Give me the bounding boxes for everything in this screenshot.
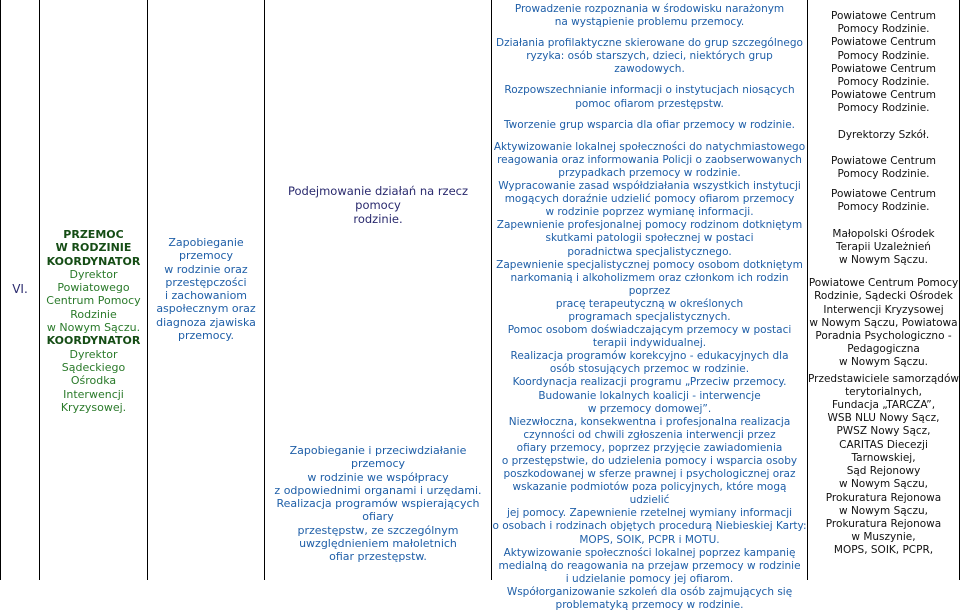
entity-text: Powiatowe Centrum [830, 89, 936, 102]
entity-text: Pomocy Rodzinie. [837, 102, 930, 115]
entity-text: w Nowym Sączu, [839, 478, 928, 491]
action-text: o osobach i rodzinach objętych procedurą Niebieskiej Karty: [492, 520, 807, 533]
action-text: osób stosujących przemoc w rodzinie. [549, 363, 750, 376]
task-text: z odpowiednimi organami i urzędami. [274, 483, 482, 497]
entity-text: w Nowym Sączu. [839, 356, 928, 369]
action-text: pracę terapeutyczną w określonych [555, 297, 744, 310]
entity-text: MOPS, SOIK, PCPR, [833, 544, 934, 557]
action-text: medialną do reagowania na przejaw przemocy w rodzinie [498, 559, 801, 572]
entity-text: Poradnia Psychologiczno - [815, 330, 952, 343]
task-text: przestępstw, ze szczególnym [297, 523, 459, 537]
coordinator-text: Centrum Pomocy [46, 294, 141, 308]
action-text: jej pomocy. Zapewnienie rzetelnej wymiany informacji [506, 507, 793, 520]
coordinator-heading: KOORDYNATOR [46, 334, 141, 348]
goal-text: i zachowaniom [164, 289, 248, 303]
coordinator-text: Rodzinie [70, 307, 117, 321]
entity-text: Powiatowe Centrum [830, 10, 936, 22]
area-title: PRZEMOC [63, 228, 124, 241]
action-text: Niezwłoczna, konsekwentna i profesjonalna realizacja [508, 415, 791, 428]
action-text: Zapewnienie specjalistycznej pomocy osobom dotkniętym [496, 258, 803, 271]
goal-text: przestępczości [165, 275, 247, 289]
task-text: uwzględnieniem małoletnich [299, 537, 457, 551]
entity-text: Pedagogiczna [847, 343, 920, 356]
entity-text: Terapii Uzależnień [836, 240, 931, 253]
action-text: Prowadzenie rozpoznania w środowisku narażonym [514, 3, 785, 15]
goal-text: diagnoza zjawiska [156, 315, 256, 329]
action-text: Wypracowanie zasad współdziałania wszystkich instytucji [498, 180, 801, 193]
action-text: skutkami patologii społecznej w postaci [545, 232, 754, 245]
task-text: rodzinie. [353, 212, 403, 226]
entity-text: Małopolski Ośrodek [832, 227, 935, 240]
coordinator-text: Powiatowego [57, 281, 130, 295]
coordinator-heading: KOORDYNATOR [46, 254, 141, 268]
coordinator-text: Sądeckiego Ośrodka [61, 360, 126, 388]
action-text: o przestępstwie, do udzielenia pomocy i wsparcia osoby [501, 455, 798, 467]
action-text: poradnictwa specjalistycznego. [567, 245, 732, 258]
entity-text: w Muszynie, [851, 531, 916, 544]
action-text: Tworzenie grup wsparcia dla ofiar przemocy w rodzinie. [503, 118, 795, 131]
task-cell-top [265, 184, 491, 226]
entity-text: CARITAS Diecezji [839, 438, 928, 451]
goal-cell [148, 236, 264, 342]
action-text: Aktywizowanie lokalnej społeczności do natychmiastowego [493, 140, 806, 153]
coordinator-text: Dyrektor [69, 267, 118, 281]
coordinator-text: Dyrektor [69, 347, 118, 361]
action-text: Zapewnienie profesjonalnej pomocy rodzinom dotkniętym [496, 219, 803, 232]
action-text: Koordynacja realizacji programu „Przeciw przemocy. [512, 376, 787, 389]
entity-text: Pomocy Rodzinie. [837, 76, 930, 89]
goal-text: aspołecznym oraz [156, 302, 256, 316]
entity-text: Sąd Rejonowy [846, 465, 921, 478]
action-text: w przemocy domowej”. [587, 402, 712, 415]
action-text: ryzyka: osób starszych, dzieci, niektórych grup zawodowych. [526, 50, 773, 76]
action-text: wskazanie podmiotów poza policyjnych, które mogą udzielić [512, 481, 787, 507]
action-text: przypadkach przemocy w rodzinie. [558, 166, 741, 179]
action-text: poszkodowanej w sferze prawnej i psychologicznej oraz [503, 468, 796, 481]
task-text: Zapobieganie i przeciwdziałanie przemocy [289, 444, 467, 471]
area-coordinator-cell [40, 228, 147, 414]
coordinator-text: w Nowym Sączu. [46, 321, 141, 335]
action-text: narkomanią i alkoholizmem oraz członkom ich rodzin poprzez [510, 271, 789, 297]
entity-text: PWSZ Nowy Sącz, [836, 425, 931, 438]
row-number: VI. [12, 282, 28, 296]
action-text: Realizacja programów korekcyjno - edukacyjnych dla [510, 350, 789, 363]
entity-text: Pomocy Rodzinie. [837, 201, 930, 214]
task-text: Podejmowanie działań na rzecz pomocy [287, 184, 469, 212]
entity-text: w Nowym Sączu, [839, 504, 928, 517]
action-text: na wystąpienie problemu przemocy. [554, 16, 745, 29]
area-title: W RODZINIE [55, 241, 132, 255]
actions-cell [492, 3, 807, 612]
entity-text: terytorialnych, [845, 385, 922, 398]
entity-text: Prokuratura Rejonowa [825, 517, 942, 530]
entity-text: Tarnowskiej, [851, 451, 916, 464]
entity-text: w Nowym Sączu, Powiatowa [809, 316, 958, 329]
entity-text: WSB NLU Nowy Sącz, [827, 412, 940, 425]
action-text: Budowanie lokalnych koalicji - interwencje [538, 389, 761, 402]
task-cell-bottom [265, 444, 491, 564]
goal-text: Zapobieganie [168, 236, 244, 249]
action-text: czynności od chwili zgłoszenia interwencji przez [523, 428, 776, 441]
entity-text: Powiatowe Centrum Pomocy [808, 277, 959, 290]
entity-text: Powiatowe Centrum [830, 62, 936, 75]
row-number-cell [1, 283, 39, 296]
entity-text: Powiatowe Centrum [830, 154, 936, 167]
entity-text: Powiatowe Centrum [830, 36, 936, 49]
action-text: i udzielanie pomocy jej ofiarom. [565, 572, 734, 585]
entity-text: Interwencji Kryzysowej [823, 303, 944, 316]
goal-text: w rodzinie oraz [164, 262, 248, 276]
action-text: pomoc ofiarom przestępstw. [575, 97, 724, 110]
entity-text: Prokuratura Rejonowa [825, 491, 942, 504]
task-text: w rodzinie we współpracy [307, 470, 449, 484]
action-text: Aktywizowanie społeczności lokalnej poprzez kampanię [503, 546, 796, 559]
action-text: Działania profilaktyczne skierowane do grup szczególnego [496, 37, 803, 50]
coordinator-text: Kryzysowej. [60, 400, 127, 414]
entity-text: w Nowym Sączu. [839, 254, 928, 267]
action-text: MOPS, SOIK, PCPR i MOTU. [579, 533, 720, 546]
action-text: programach specjalistycznych. [568, 310, 731, 323]
entity-text: Powiatowe Centrum [830, 188, 936, 201]
entity-text: Pomocy Rodzinie. [837, 168, 930, 181]
task-text: ofiar przestępstw. [329, 550, 427, 564]
action-text: w rodzinie poprzez wymianę informacji. [545, 206, 754, 219]
entity-text: Przedstawiciele samorządów [808, 372, 959, 385]
action-text: mogących doraźnie udzielić pomocy ofiarom przemocy [504, 193, 795, 206]
action-text: Współorganizowanie szkoleń dla osób zajmujących się [506, 585, 793, 598]
task-text: Realizacja programów wspierających ofiary [276, 497, 480, 524]
goal-text: przemocy [178, 249, 234, 263]
entity-text: Rodzinie, Sądecki Ośrodek [814, 290, 953, 303]
action-text: reagowania oraz informowania Policji o zaobserwowanych [497, 153, 802, 166]
action-text: problematyką przemocy w rodzinie. [555, 599, 744, 612]
entities-cell [808, 10, 959, 558]
action-text: Rozpowszechnianie informacji o instytucjach niosących [504, 84, 795, 97]
coordinator-text: Interwencji [63, 387, 124, 401]
action-text: terapii indywidualnej. [592, 337, 707, 350]
action-text: Pomoc osobom doświadczającym przemocy w postaci [507, 324, 792, 337]
entity-text: Fundacja „TARCZA”, [831, 399, 936, 412]
entity-text: Pomocy Rodzinie. [837, 49, 930, 62]
entity-text: Dyrektorzy Szkół. [837, 128, 930, 141]
goal-text: przemocy. [178, 329, 234, 343]
entity-text: Pomocy Rodzinie. [837, 23, 930, 36]
action-text: ofiary przemocy, poprzez przyjęcie zawiadomienia [516, 441, 783, 454]
